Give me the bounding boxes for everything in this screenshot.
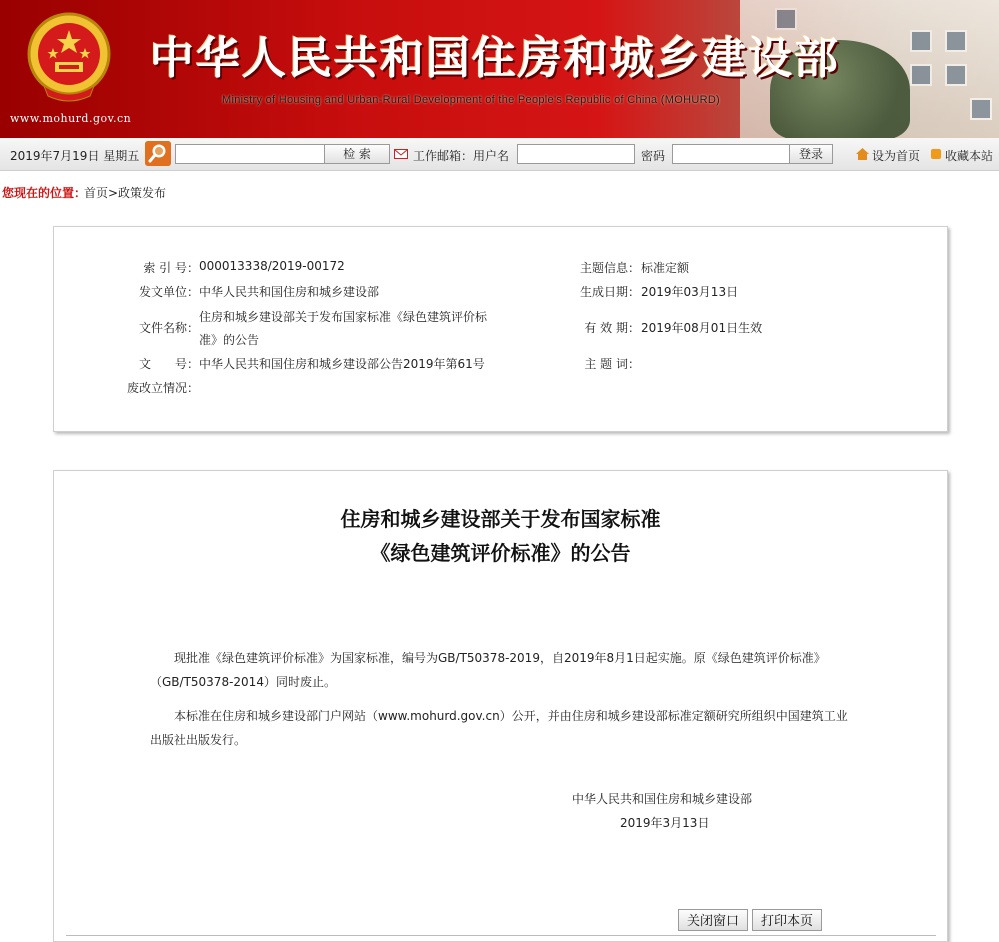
password-input[interactable] — [672, 144, 790, 164]
bookmark-link[interactable]: 收藏本站 — [945, 149, 994, 163]
effective-label: 有 效 期： — [584, 321, 640, 335]
search-input[interactable] — [175, 144, 325, 164]
breadcrumb-label: 您现在的位置： — [2, 186, 87, 200]
keywords-label: 主 题 词： — [584, 357, 640, 371]
password-label: 密码 — [641, 149, 666, 163]
issuer-label: 发文单位： — [138, 285, 199, 299]
close-window-button[interactable]: 关闭窗口 — [678, 909, 748, 931]
article-title-line1: 住房和城乡建设部关于发布国家标准 — [340, 507, 661, 531]
index-label: 索 引 号： — [143, 261, 199, 275]
site-url: www.mohurd.gov.cn — [10, 112, 132, 125]
status-label: 废改立情况： — [126, 381, 199, 395]
topic-value: 标准定额 — [641, 261, 690, 275]
site-title: 中华人民共和国住房和城乡建设部 — [150, 33, 840, 84]
current-date: 2019年7月19日 星期五 — [10, 149, 140, 163]
bookmark-icon — [931, 149, 941, 159]
created-label: 生成日期： — [579, 285, 640, 299]
issuer-value: 中华人民共和国住房和城乡建设部 — [199, 285, 380, 299]
mail-icon — [394, 149, 408, 159]
username-input[interactable] — [517, 144, 635, 164]
search-button[interactable]: 检 索 — [324, 144, 390, 164]
set-home-link[interactable]: 设为首页 — [872, 149, 921, 163]
filename-value-line1: 住房和城乡建设部关于发布国家标准《绿色建筑评价标 — [199, 310, 488, 324]
index-value: 000013338/2019-00172 — [199, 259, 345, 273]
article-content — [53, 470, 948, 942]
docno-value: 中华人民共和国住房和城乡建设部公告2019年第61号 — [199, 357, 485, 371]
top-toolbar — [0, 138, 999, 171]
search-icon[interactable] — [145, 141, 171, 166]
paragraph-2-line1: 本标准在住房和城乡建设部门户网站（www.mohurd.gov.cn）公开，并由住房和城乡建设部标准定额研究所组织中国建筑工业 — [174, 709, 848, 723]
paragraph-1-line1: 现批准《绿色建筑评价标准》为国家标准，编号为GB/T50378-2019，自2019年8月1日起实施。原《绿色建筑评价标准》 — [174, 651, 826, 665]
breadcrumb — [0, 171, 999, 205]
filename-label: 文件名称： — [138, 321, 199, 335]
signature: 中华人民共和国住房和城乡建设部 — [572, 792, 753, 806]
home-icon — [856, 148, 869, 160]
paragraph-1-line2: （GB/T50378-2014）同时废止。 — [150, 675, 336, 689]
topic-label: 主题信息： — [579, 261, 640, 275]
login-button[interactable]: 登录 — [789, 144, 833, 164]
site-banner — [0, 0, 999, 138]
document-metadata — [53, 226, 948, 432]
created-value: 2019年03月13日 — [641, 285, 739, 299]
footer-divider — [66, 935, 936, 936]
article-title-line2: 《绿色建筑评价标准》的公告 — [370, 541, 631, 565]
mail-label: 工作邮箱：用户名 — [413, 149, 510, 163]
print-page-button[interactable]: 打印本页 — [752, 909, 822, 931]
breadcrumb-path[interactable]: 首页>政策发布 — [84, 186, 167, 200]
effective-value: 2019年08月01日生效 — [641, 321, 763, 335]
national-emblem-icon — [26, 10, 112, 102]
docno-label: 文 号： — [138, 357, 199, 371]
filename-value-line2: 准》的公告 — [199, 333, 260, 347]
site-subtitle: Ministry of Housing and Urban-Rural Development of the People's Republic of China (MOHURD) — [222, 94, 721, 106]
sign-date: 2019年3月13日 — [620, 816, 710, 830]
paragraph-2-line2: 出版社出版发行。 — [150, 733, 247, 747]
